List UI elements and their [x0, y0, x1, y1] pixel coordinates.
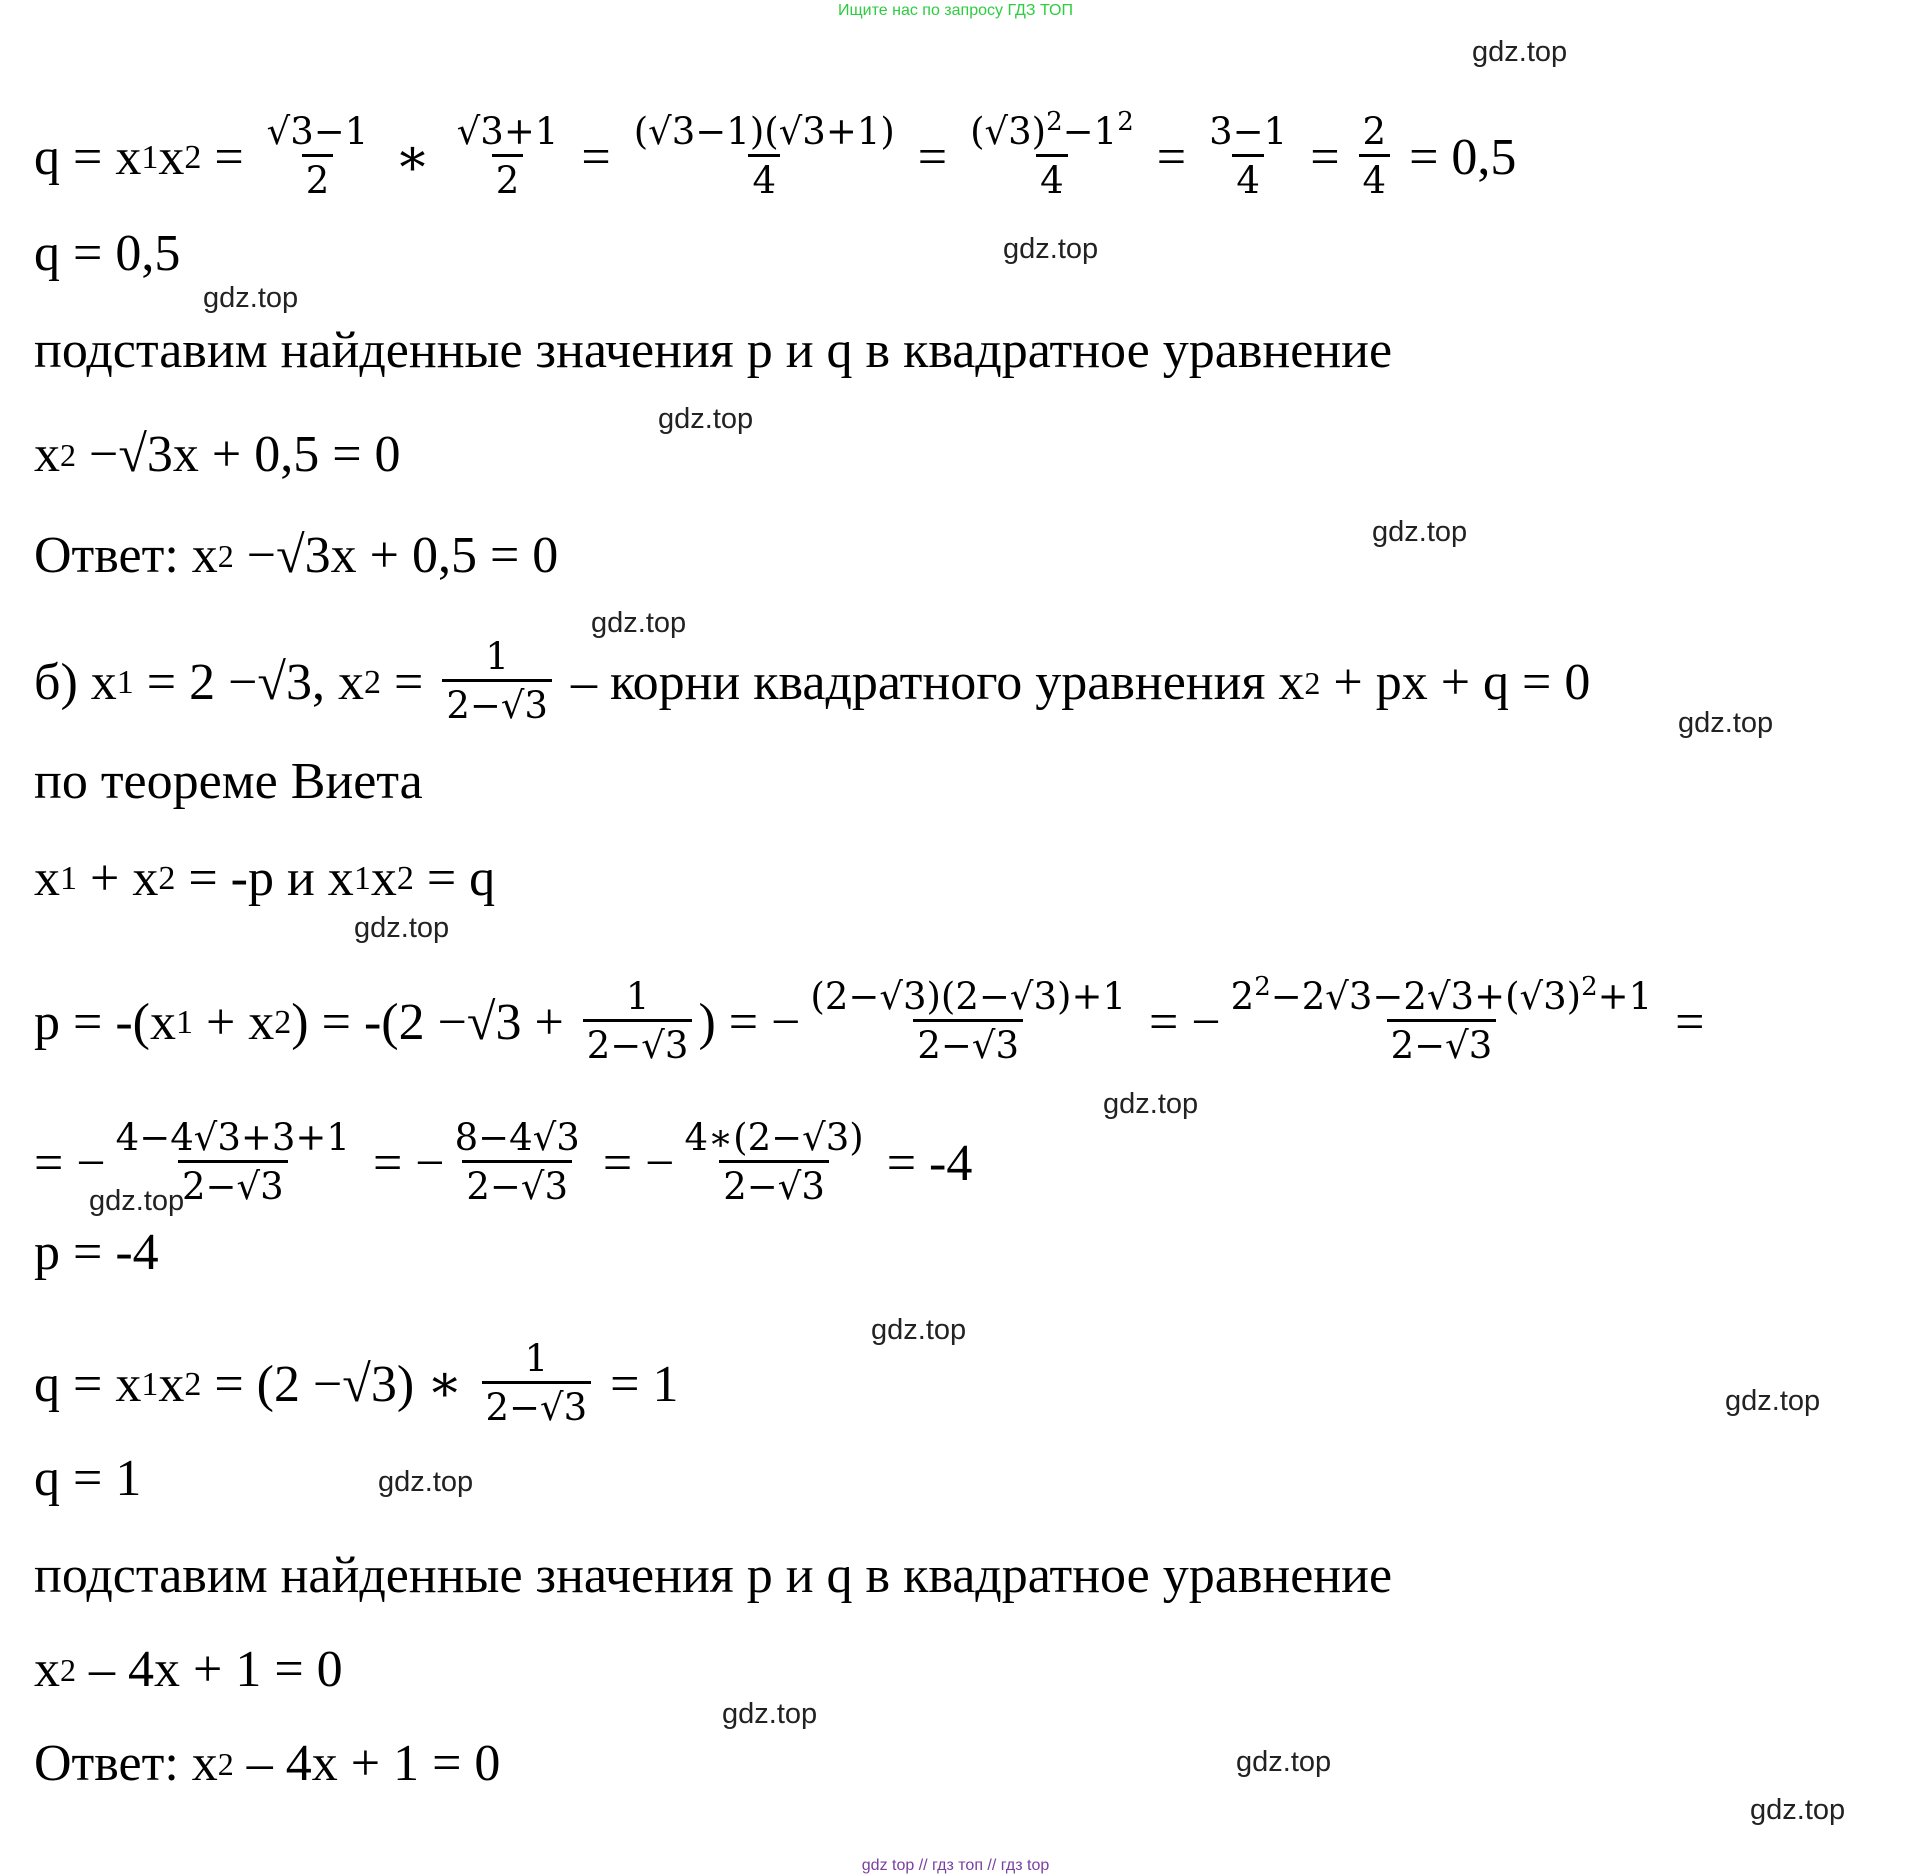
watermark: gdz.top — [1103, 1088, 1199, 1120]
result-q: q = 0,5 — [34, 225, 181, 282]
watermark: gdz.top — [1372, 516, 1468, 548]
answer-b: Ответ: x 2 – 4x + 1 = 0 — [34, 1735, 501, 1792]
substitute-text-b: подставим найденные значения p и q в квадратное уравнение — [34, 1547, 1393, 1604]
result-q-b: q = 1 — [34, 1450, 142, 1507]
fraction: $\frac{3-1}{4}$ — [1205, 110, 1291, 205]
watermark: gdz.top — [1678, 707, 1774, 739]
fraction: $\frac{2^2-2√3-2√3+(√3)^2+1}{2-√3}$ — [1227, 975, 1657, 1070]
watermark: gdz.top — [871, 1314, 967, 1346]
fraction: $\frac{1}{2-√3}$ — [583, 975, 693, 1070]
watermark: gdz.top — [1725, 1385, 1821, 1417]
watermark: gdz.top — [1750, 1794, 1846, 1826]
fraction: $\frac{2}{4}$ — [1359, 110, 1391, 205]
watermark: gdz.top — [1003, 233, 1099, 265]
fraction: $\frac{√3-1}{2}$ — [263, 110, 373, 205]
equation-result-b: x 2 – 4x + 1 = 0 — [34, 1641, 343, 1698]
problem-b-statement: б) x 1 = 2 −√3, x 2 = $\frac{1}{2-√3}$ – корни квадратного уравнения x 2 + px + q = 0 — [34, 635, 1590, 730]
vieta-heading: по теореме Виета — [34, 753, 423, 810]
answer-a: Ответ: x 2 −√3x + 0,5 = 0 — [34, 527, 559, 584]
watermark: gdz.top — [378, 1466, 474, 1498]
vieta-formula: x 1 + x 2 = -p и x 1 x 2 = q — [34, 850, 496, 907]
watermark: gdz.top — [591, 607, 687, 639]
fraction: $\frac{4∗(2-√3)}{2-√3}$ — [680, 1116, 867, 1211]
fraction: $\frac{1}{2-√3}$ — [482, 1337, 592, 1432]
watermark: gdz.top — [1236, 1746, 1332, 1778]
fraction: $\frac{(√3)^2-1^2}{4}$ — [966, 110, 1138, 205]
watermark: gdz.top — [89, 1185, 185, 1217]
fraction: $\frac{√3+1}{2}$ — [453, 110, 563, 205]
watermark: gdz.top — [203, 282, 299, 314]
fraction: $\frac{(2-√3)(2-√3)+1}{2-√3}$ — [806, 975, 1130, 1070]
watermark: gdz.top — [1472, 36, 1568, 68]
fraction: $\frac{1}{2-√3}$ — [442, 635, 552, 730]
equation-q-product: q = x 1 x 2 = $\frac{√3-1}{2}$ ∗ $\frac{√3+1}{2}$ = $\frac{(√3-1)(√3+1)}{4}$ = $\frac{(√3)^2-1^2}{4}$ = $\frac{3-1}{4}$ = $\frac{2}{4}$ = 0,5 — [34, 110, 1516, 205]
watermark: gdz.top — [658, 403, 754, 435]
equation-p-continued: = − $\frac{4-4√3+3+1}{2-√3}$ = − $\frac{8-4√3}{2-√3}$ = − $\frac{4∗(2-√3)}{2-√3}$ = -4 — [34, 1116, 972, 1211]
equation-q-calc: q = x 1 x 2 = (2 −√3) ∗ $\frac{1}{2-√3}$ = 1 — [34, 1337, 679, 1432]
fraction: $\frac{8-4√3}{2-√3}$ — [451, 1116, 584, 1211]
fraction: $\frac{4-4√3+3+1}{2-√3}$ — [112, 1116, 354, 1211]
search-banner: Ищите нас по запросу ГДЗ ТОП — [838, 2, 1073, 19]
watermark: gdz.top — [722, 1698, 818, 1730]
result-p: p = -4 — [34, 1224, 159, 1281]
substitute-text: подставим найденные значения p и q в квадратное уравнение — [34, 322, 1393, 379]
equation-result: x 2 −√3x + 0,5 = 0 — [34, 426, 401, 483]
footer-watermark: gdz top // гдз топ // гдз top — [861, 1857, 1050, 1874]
fraction: $\frac{(√3-1)(√3+1)}{4}$ — [630, 110, 899, 205]
equation-p-calc: p = -(x 1 + x 2 ) = -(2 −√3 + $\frac{1}{2-√3}$ ) = − $\frac{(2-√3)(2-√3)+1}{2-√3}$ = − $\frac{2^2-2√3-2√3+(√3)^2+1}{2-√3}$ = — [34, 975, 1705, 1070]
watermark: gdz.top — [354, 912, 450, 944]
